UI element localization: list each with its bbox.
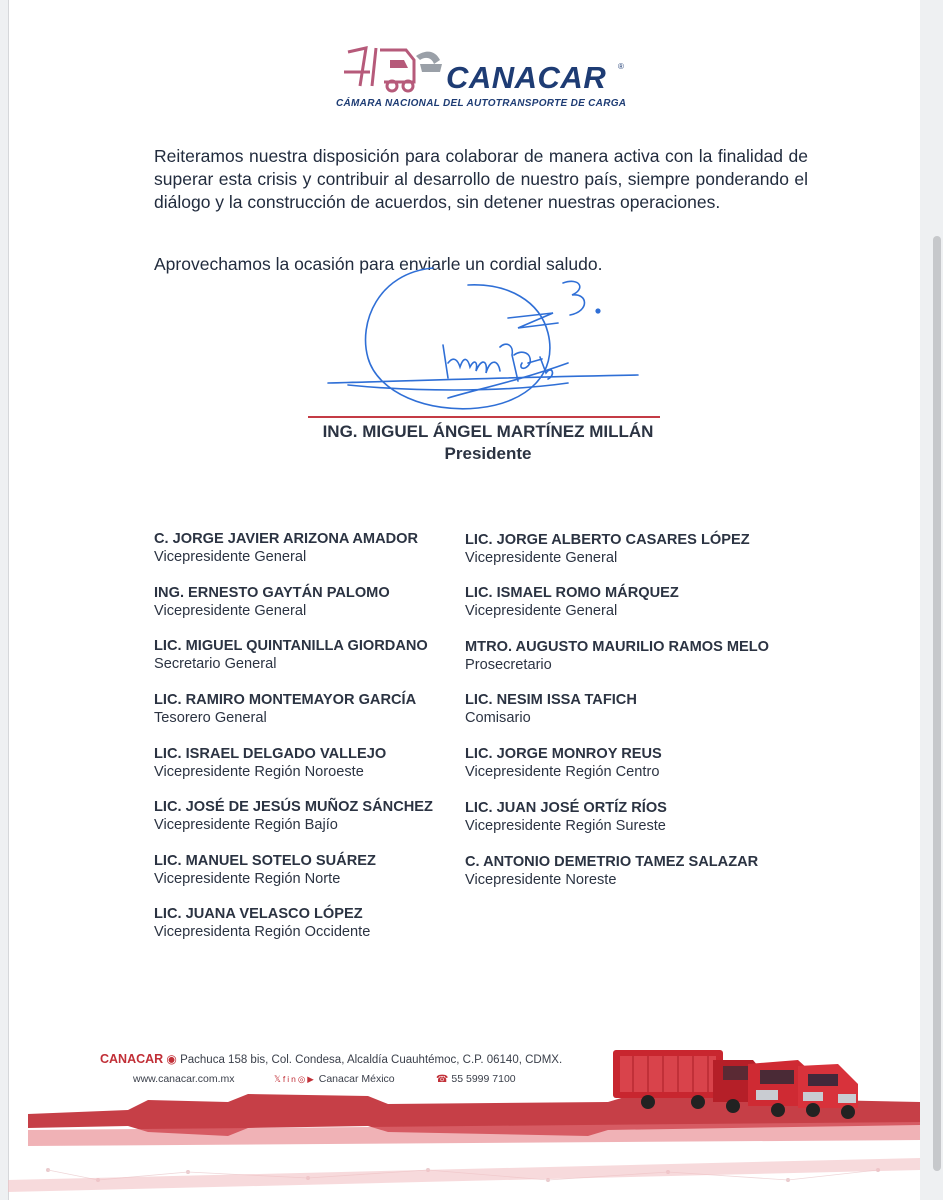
instagram-icon[interactable]: ◎ [297, 1074, 308, 1084]
member-role: Vicepresidente Región Sureste [465, 818, 666, 834]
board-member [465, 853, 785, 889]
member-role: Vicepresidenta Región Occidente [154, 924, 371, 940]
footer-phone [436, 1073, 516, 1085]
social-handle: Canacar México [318, 1073, 395, 1085]
member-name: LIC. NESIM ISSA TAFICH [465, 692, 637, 708]
logo-wordmark: CANACAR [446, 60, 607, 95]
phone-number: 55 5999 7100 [451, 1073, 516, 1085]
page-edge [8, 0, 9, 1200]
board-member [154, 637, 474, 673]
board-member [154, 798, 474, 834]
board-member [154, 530, 474, 566]
map-pin-icon: ◉ [166, 1052, 177, 1066]
member-role: Vicepresidente Región Bajío [154, 817, 338, 833]
truck-emblem-icon [336, 42, 456, 94]
signer-name: ING. MIGUEL ÁNGEL MARTÍNEZ MILLÁN [322, 422, 654, 441]
board-member [154, 745, 474, 781]
member-name: LIC. RAMIRO MONTEMAYOR GARCÍA [154, 692, 417, 708]
registered-mark: ® [618, 62, 624, 71]
board-member [465, 691, 785, 727]
member-name: LIC. ISRAEL DELGADO VALLEJO [154, 746, 387, 762]
member-name: LIC. JUANA VELASCO LÓPEZ [154, 906, 363, 922]
member-name: LIC. JORGE MONROY REUS [465, 746, 662, 762]
member-name: C. ANTONIO DEMETRIO TAMEZ SALAZAR [465, 854, 759, 870]
body-paragraph-2: Aprovechamos la ocasión para enviarle un cordial saludo. [154, 254, 603, 274]
board-member [465, 531, 785, 567]
handwritten-signature [318, 263, 648, 428]
signature-line [308, 416, 660, 418]
member-role: Tesorero General [154, 710, 267, 726]
footer-social [274, 1073, 395, 1085]
board-member [154, 691, 474, 727]
member-name: LIC. JOSÉ DE JESÚS MUÑOZ SÁNCHEZ [154, 799, 433, 815]
x-icon[interactable]: 𝕏 [274, 1074, 283, 1084]
board-member [154, 905, 474, 941]
canacar-logo [336, 42, 636, 112]
board-member [465, 799, 785, 835]
member-role: Secretario General [154, 656, 277, 672]
member-role: Vicepresidente General [465, 603, 618, 619]
member-role: Vicepresidente Región Centro [465, 764, 660, 780]
member-name: LIC. MIGUEL QUINTANILLA GIORDANO [154, 638, 428, 654]
member-role: Vicepresidente Región Norte [154, 871, 341, 887]
phone-icon: ☎ [436, 1074, 449, 1085]
member-name: ING. ERNESTO GAYTÁN PALOMO [154, 585, 390, 601]
board-member [154, 852, 474, 888]
member-name: LIC. ISMAEL ROMO MÁRQUEZ [465, 585, 679, 601]
board-member [465, 638, 785, 674]
member-role: Comisario [465, 710, 531, 726]
logo-subtitle: CÁMARA NACIONAL DEL AUTOTRANSPORTE DE CARGA [336, 98, 627, 109]
footer-brand: CANACAR [100, 1052, 164, 1066]
member-name: LIC. MANUEL SOTELO SUÁREZ [154, 853, 376, 869]
footer-website[interactable]: www.canacar.com.mx [133, 1073, 235, 1085]
member-role: Prosecretario [465, 657, 552, 673]
member-role: Vicepresidente Noreste [465, 872, 617, 888]
member-role: Vicepresidente General [465, 550, 618, 566]
member-name: MTRO. AUGUSTO MAURILIO RAMOS MELO [465, 639, 770, 655]
board-member [465, 584, 785, 620]
member-name: LIC. JUAN JOSÉ ORTÍZ RÍOS [465, 800, 667, 816]
vertical-scrollbar[interactable] [921, 0, 943, 1200]
footer-address-line [100, 1052, 562, 1066]
member-role: Vicepresidente Región Noroeste [154, 764, 364, 780]
letter-footer [8, 1030, 920, 1200]
member-name: C. JORGE JAVIER ARIZONA AMADOR [154, 531, 419, 547]
member-name: LIC. JORGE ALBERTO CASARES LÓPEZ [465, 532, 750, 548]
document-page [8, 0, 920, 1200]
board-member [465, 745, 785, 781]
signer-title: Presidente [444, 444, 532, 463]
footer-address: Pachuca 158 bis, Col. Condesa, Alcaldía Cuauhtémoc, C.P. 06140, CDMX. [180, 1054, 563, 1066]
member-role: Vicepresidente General [154, 549, 307, 565]
member-role: Vicepresidente General [154, 603, 307, 619]
scrollbar-thumb[interactable] [933, 236, 941, 1171]
linkedin-icon[interactable]: in [287, 1074, 298, 1084]
body-paragraph-1: Reiteramos nuestra disposición para colaborar de manera activa con la finalidad de superar esta crisis y contribuir al desarrollo de nuestro país, siempre ponderando el diálogo y la construcción de acuerdos, sin detener nuestras operaciones. [154, 146, 808, 212]
youtube-icon[interactable]: ▶ [307, 1074, 316, 1084]
facebook-icon[interactable]: f [282, 1074, 288, 1084]
board-member [154, 584, 474, 620]
